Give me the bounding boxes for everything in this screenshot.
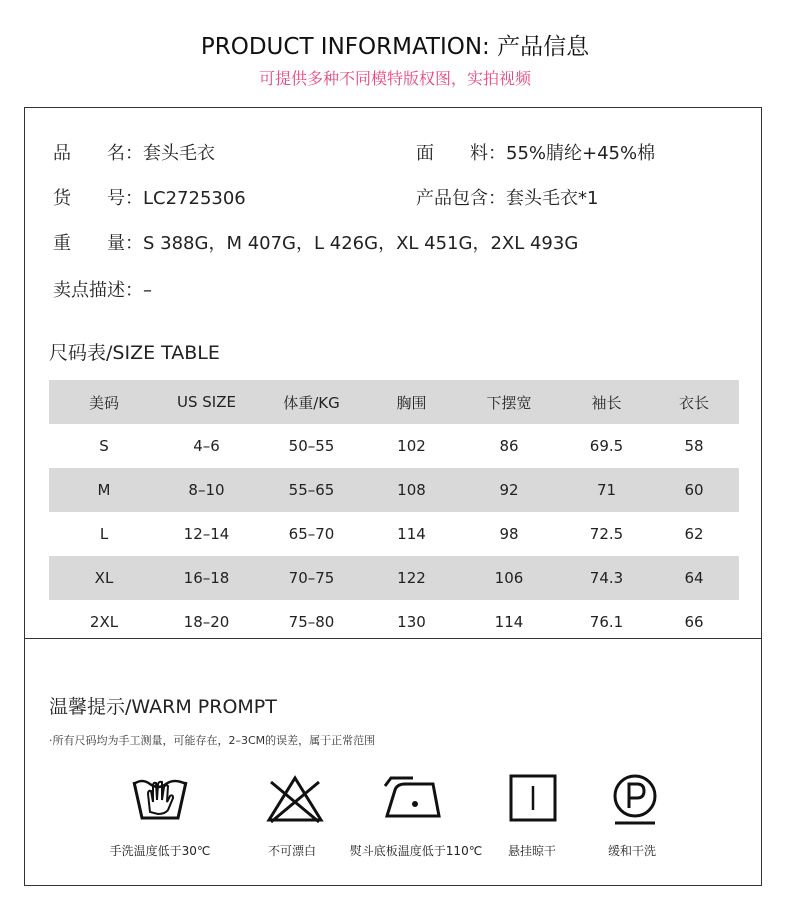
table-cell: 2XL (89, 613, 119, 631)
table-cell: 64 (649, 556, 739, 600)
table-cell: 102 (397, 437, 426, 455)
header-cell: 衣长 (649, 380, 739, 424)
name-value: 套头毛衣 (143, 143, 215, 164)
table-cell: 58 (684, 437, 704, 455)
care-label-dry-clean: 缓和干洗 (607, 844, 656, 858)
table-cell: 8–10 (159, 468, 254, 512)
table-cell: 71 (564, 468, 649, 512)
info-package-row (416, 184, 598, 210)
care-label-no-bleach: 不可漂白 (267, 844, 316, 858)
table-cell: M (49, 468, 159, 512)
table-cell: 114 (397, 525, 426, 543)
info-name-row (53, 139, 215, 165)
table-row (49, 468, 739, 512)
table-cell: XL (49, 556, 159, 600)
table-row (49, 424, 739, 468)
care-label-iron: 熨斗底板温度低于110℃ (349, 844, 483, 858)
info-fabric-row (416, 139, 655, 165)
table-cell: 69.5 (589, 437, 624, 455)
table-cell: 130 (397, 613, 426, 631)
header-cell: 胸围 (369, 380, 454, 424)
table-cell: 74.3 (564, 556, 649, 600)
dry-clean-icon (570, 772, 700, 828)
table-cell: 122 (369, 556, 454, 600)
table-row (49, 600, 739, 644)
header-cell: 袖长 (564, 380, 649, 424)
care-label-hand-wash: 手洗温度低于30℃ (109, 844, 211, 858)
package-label: 产品包含： (416, 188, 506, 209)
info-selling-row (53, 276, 152, 302)
table-cell: S (99, 437, 109, 455)
hand-wash-icon (95, 772, 225, 824)
header-cell: 下摆宽 (454, 380, 564, 424)
table-cell: 66 (684, 613, 704, 631)
table-cell: 75–80 (288, 613, 335, 631)
table-cell: 98 (499, 525, 519, 543)
table-cell: 86 (499, 437, 519, 455)
page-title: PRODUCT INFORMATION: 产品信息 (200, 34, 590, 60)
sku-value: LC2725306 (143, 188, 246, 209)
iron-icon (350, 772, 480, 824)
info-weight-row (53, 229, 578, 255)
info-sku-row (53, 184, 246, 210)
package-value: 套头毛衣*1 (506, 188, 599, 209)
table-cell: 106 (454, 556, 564, 600)
table-cell: 108 (369, 468, 454, 512)
table-cell: 92 (454, 468, 564, 512)
table-cell: 72.5 (589, 525, 624, 543)
table-cell: 18–20 (183, 613, 230, 631)
selling-label: 卖点描述： (53, 280, 143, 301)
do-not-bleach-icon (230, 772, 360, 824)
table-cell: 65–70 (288, 525, 335, 543)
measurement-note: ·所有尺码均为手工测量，可能存在，2–3CM的误差，属于正常范围 (49, 734, 376, 747)
table-row (49, 512, 739, 556)
care-label-hang-dry: 悬挂晾干 (507, 844, 556, 858)
fabric-value: 55%腈纶+45%棉 (506, 143, 656, 164)
page-subtitle: 可提供多种不同模特版权图，实拍视频 (258, 69, 531, 88)
table-cell: 12–14 (183, 525, 230, 543)
table-cell: 76.1 (589, 613, 624, 631)
fabric-label: 面 料： (416, 143, 506, 164)
weight-value: S 388G，M 407G，L 426G，XL 451G，2XL 493G (143, 233, 579, 254)
header-cell: 美码 (49, 380, 159, 424)
table-row (49, 556, 739, 600)
size-table (49, 380, 739, 644)
header-cell: 体重/KG (254, 380, 369, 424)
table-cell: 114 (494, 613, 524, 631)
table-cell: 4–6 (193, 437, 220, 455)
table-cell: 70–75 (254, 556, 369, 600)
selling-value: – (143, 280, 152, 301)
header-cell: US SIZE (159, 380, 254, 424)
table-cell: L (99, 525, 109, 543)
size-table-title: 尺码表/SIZE TABLE (49, 342, 220, 364)
size-table-header (49, 380, 739, 424)
sku-label: 货 号： (53, 188, 143, 209)
table-cell: 55–65 (254, 468, 369, 512)
weight-label: 重 量： (53, 233, 143, 254)
table-cell: 50–55 (288, 437, 335, 455)
table-cell: 60 (649, 468, 739, 512)
warm-prompt-title: 温馨提示/WARM PROMPT (49, 696, 277, 718)
table-cell: 16–18 (159, 556, 254, 600)
table-cell: 62 (684, 525, 704, 543)
name-label: 品 名： (53, 143, 143, 164)
